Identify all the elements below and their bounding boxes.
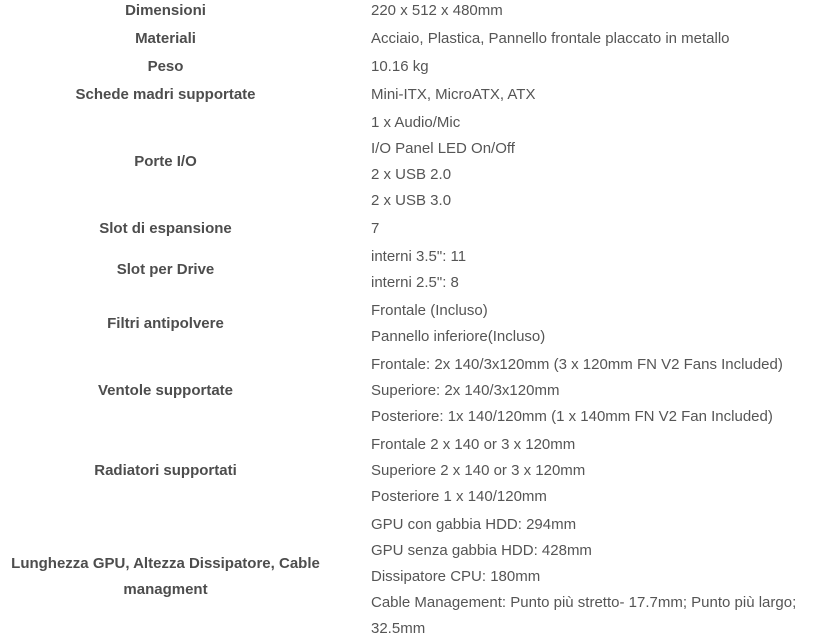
spec-label: Slot per Drive: [116, 261, 215, 278]
spec-value: Superiore 2 x 140 or 3 x 120mm: [371, 462, 586, 479]
spec-value: GPU senza gabbia HDD: 428mm: [371, 542, 592, 559]
spec-row-radiatori: [0, 431, 834, 511]
spec-label: Schede madri supportate: [75, 86, 256, 103]
spec-label: Radiatori supportati: [94, 462, 237, 479]
spec-label: Peso: [147, 58, 184, 75]
spec-value: 7: [371, 220, 380, 237]
spec-value: Superiore: 2x 140/3x120mm: [371, 382, 560, 399]
spec-label: Lunghezza GPU, Altezza Dissipatore, Cable managment: [11, 555, 320, 598]
spec-row-schede-madri: [0, 81, 834, 109]
spec-value: Acciaio, Plastica, Pannello frontale placcato in metallo: [371, 30, 730, 47]
spec-value: Cable Management: Punto più stretto- 17.7mm; Punto più largo; 32.5mm: [371, 594, 797, 637]
spec-value: GPU con gabbia HDD: 294mm: [371, 516, 577, 533]
spec-values: [331, 0, 834, 24]
spec-label: Dimensioni: [125, 2, 206, 19]
spec-values: [331, 110, 834, 214]
spec-row-materiali: [0, 25, 834, 53]
spec-value: 220 x 512 x 480mm: [371, 2, 503, 19]
spec-label: Ventole supportate: [97, 382, 234, 399]
spec-values: [331, 216, 834, 242]
spec-value: Posteriore 1 x 140/120mm: [371, 488, 547, 505]
spec-value: Frontale: 2x 140/3x120mm (3 x 120mm FN V2 Fans Included): [371, 356, 783, 373]
spec-value: Dissipatore CPU: 180mm: [371, 568, 541, 585]
spec-row-ventole: [0, 351, 834, 431]
spec-value: Frontale (Incluso): [371, 302, 488, 319]
spec-value: Frontale 2 x 140 or 3 x 120mm: [371, 436, 576, 453]
spec-row-lunghezza-gpu: [0, 511, 834, 643]
spec-row-slot-drive: [0, 243, 834, 297]
spec-values: [331, 26, 834, 52]
spec-row-peso: [0, 53, 834, 81]
spec-values: [331, 352, 834, 430]
spec-value: interni 3.5": 11: [371, 248, 467, 265]
spec-row-slot-espansione: [0, 215, 834, 243]
spec-value: Posteriore: 1x 140/120mm (1 x 140mm FN V2 Fan Included): [371, 408, 773, 425]
spec-value: 1 x Audio/Mic: [371, 114, 461, 131]
spec-values: [331, 82, 834, 108]
spec-value: Pannello inferiore(Incluso): [371, 328, 546, 345]
spec-value: 10.16 kg: [371, 58, 429, 75]
spec-values: [331, 432, 834, 510]
spec-value: Mini-ITX, MicroATX, ATX: [371, 86, 536, 103]
spec-value: 2 x USB 3.0: [371, 192, 452, 209]
spec-values: [331, 512, 834, 642]
spec-row-dimensioni: [0, 0, 834, 25]
spec-value: interni 2.5": 8: [371, 274, 459, 291]
spec-values: [331, 54, 834, 80]
spec-label: Filtri antipolvere: [107, 315, 224, 332]
spec-row-filtri: [0, 297, 834, 351]
spec-values: [331, 298, 834, 350]
spec-value: I/O Panel LED On/Off: [371, 140, 515, 157]
spec-row-porte-io: [0, 109, 834, 215]
spec-value: 2 x USB 2.0: [371, 166, 452, 183]
spec-label: Porte I/O: [134, 153, 197, 170]
spec-label: Materiali: [135, 30, 196, 47]
spec-values: [331, 244, 834, 296]
spec-label: Slot di espansione: [99, 220, 232, 237]
